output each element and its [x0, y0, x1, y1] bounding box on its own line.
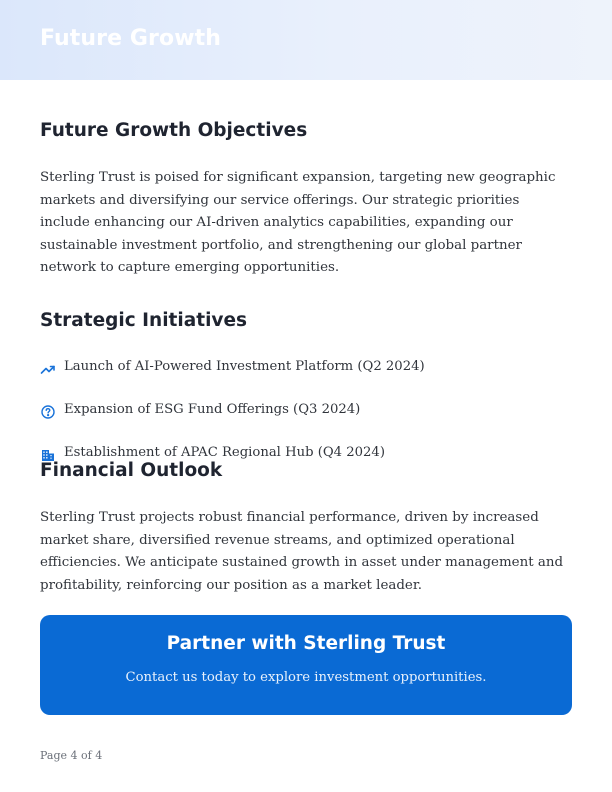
initiatives-heading: Strategic Initiatives: [40, 310, 248, 331]
initiative-label: Launch of AI-Powered Investment Platform (Q2 2024): [64, 358, 425, 374]
objectives-heading: Future Growth Objectives: [40, 120, 308, 141]
cta-title: Partner with Sterling Trust: [166, 633, 446, 654]
page-header-title: Future Growth: [40, 26, 222, 51]
objectives-paragraph: Sterling Trust is poised for significant expansion, targeting new geographic markets and diversifying our service offerings. Our strategic priorities include enhancing our AI-driven analytics capabilities, expanding our sustainable investment portfolio, and strengthening our global partner network to capture emerging opportunities.: [40, 170, 556, 275]
trending-up-icon: [40, 361, 56, 377]
help-circle-icon: [40, 404, 56, 420]
partner-cta-banner[interactable]: [40, 615, 572, 715]
page-header-banner: [0, 0, 612, 80]
initiative-label: Expansion of ESG Fund Offerings (Q3 2024): [64, 401, 361, 417]
cta-subtitle: Contact us today to explore investment opportunities.: [125, 670, 487, 685]
page-number: Page 4 of 4: [40, 749, 103, 762]
initiative-item: [40, 397, 360, 421]
initiative-label: Establishment of APAC Regional Hub (Q4 2024): [64, 444, 385, 460]
initiative-item: [40, 354, 425, 378]
outlook-paragraph: Sterling Trust projects robust financial performance, driven by increased market share, diversified revenue streams, and optimized operational efficiencies. We anticipate sustained growth in asset under management and profitability, reinforcing our position as a market leader.: [40, 510, 564, 593]
outlook-heading: Financial Outlook: [40, 460, 223, 481]
